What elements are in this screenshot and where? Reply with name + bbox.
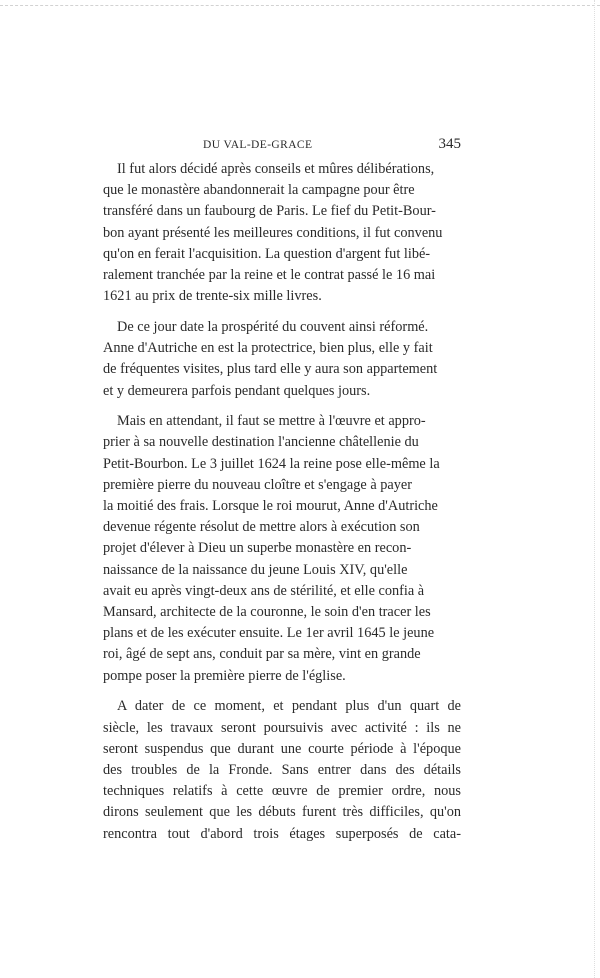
text-line: devenue régente résolut de mettre alors à exécution son — [103, 519, 420, 536]
running-header — [103, 136, 461, 158]
text-line: A dater de ce moment, et pendant plus d'un quart de — [117, 698, 461, 715]
text-line: avait eu après vingt-deux ans de stérilité, et elle confia à — [103, 582, 425, 599]
text-line: plans et de les exécuter ensuite. Le 1er avril 1645 le jeune — [103, 625, 435, 642]
paragraph-4 — [103, 696, 461, 844]
text-line: projet d'élever à Dieu un superbe monastère en recon- — [103, 540, 412, 557]
text-line: Anne d'Autriche en est la protectrice, bien plus, elle y fait — [103, 340, 433, 357]
text-line: Petit-Bourbon. Le 3 juillet 1624 la reine pose elle-même la — [103, 455, 440, 472]
paragraph-2 — [103, 317, 461, 402]
text-line: première pierre du nouveau cloître et s'engage à payer — [103, 476, 413, 493]
text-line: pompe poser la première pierre de l'église. — [103, 667, 346, 684]
text-line: dirons seulement que les débuts furent très difficiles, qu'on — [103, 804, 461, 821]
text-line: Mansard, architecte de la couronne, le soin d'en tracer les — [103, 604, 431, 621]
text-line: et y demeurera parfois pendant quelques jours. — [103, 382, 371, 399]
text-line: rencontra tout d'abord trois étages superposés de cata- — [103, 825, 461, 842]
text-line: techniques relatifs à cette œuvre de premier ordre, nous — [103, 783, 461, 800]
text-line: que le monastère abandonnerait la campagne pour être — [103, 182, 415, 199]
text-line: Mais en attendant, il faut se mettre à l'œuvre et appro- — [117, 413, 426, 430]
text-line: prier à sa nouvelle destination l'ancienne châtellenie du — [103, 434, 419, 451]
text-line: des troubles de la Fronde. Sans entrer dans des détails — [103, 761, 461, 778]
text-line: qu'on en ferait l'acquisition. La question d'argent fut libé- — [103, 245, 431, 262]
paragraph-1 — [103, 159, 461, 307]
text-line: ralement tranchée par la reine et le contrat passé le 16 mai — [103, 267, 436, 284]
page-number: 345 — [438, 136, 461, 152]
running-title: DU VAL-DE-GRACE — [203, 139, 313, 151]
text-line: siècle, les travaux seront poursuivis avec activité : ils ne — [103, 719, 461, 736]
text-line: la moitié des frais. Lorsque le roi mourut, Anne d'Autriche — [103, 498, 438, 515]
text-line: Il fut alors décidé après conseils et mûres délibérations, — [117, 161, 435, 177]
right-page-edge — [594, 0, 595, 978]
text-line: naissance de la naissance du jeune Louis XIV, qu'elle — [103, 561, 408, 578]
text-line: transféré dans un faubourg de Paris. Le fief du Petit-Bour- — [103, 203, 436, 220]
text-line: seront suspendus que durant une courte période à l'époque — [103, 740, 461, 757]
top-edge-rule — [0, 5, 600, 6]
text-line: de fréquentes visites, plus tard elle y aura son appartement — [103, 361, 438, 378]
page-body — [103, 159, 461, 845]
text-line: De ce jour date la prospérité du couvent ainsi réformé. — [117, 318, 429, 335]
text-line: bon ayant présenté les meilleures conditions, il fut convenu — [103, 224, 443, 241]
text-line: 1621 au prix de trente-six mille livres. — [103, 288, 322, 305]
text-line: roi, âgé de sept ans, conduit par sa mère, vint en grande — [103, 646, 421, 663]
paragraph-3 — [103, 411, 461, 687]
